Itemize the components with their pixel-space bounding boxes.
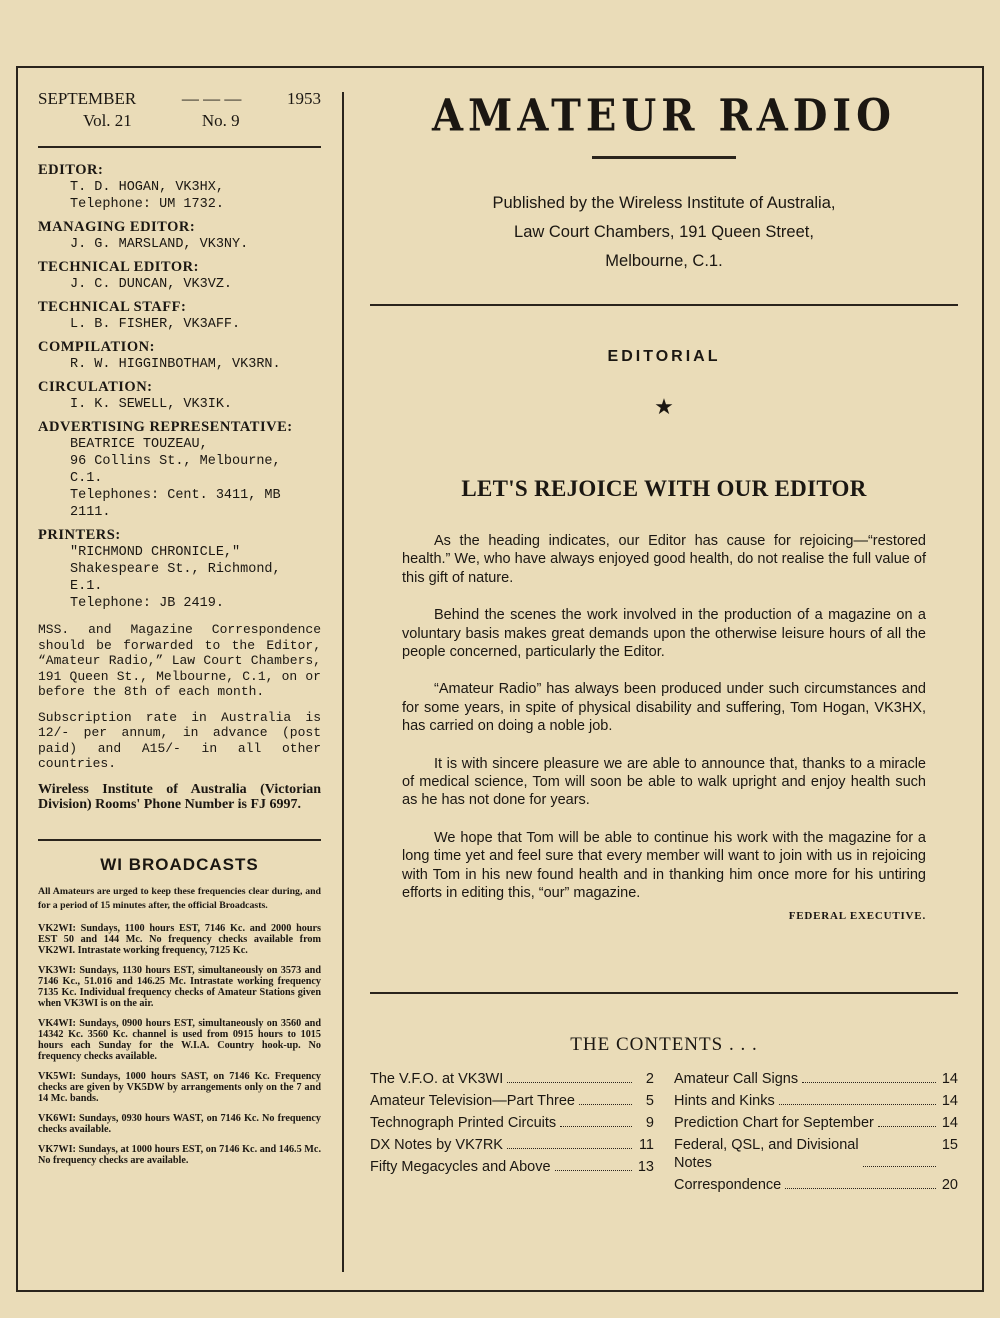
contents-item-title: Hints and Kinks: [674, 1092, 775, 1109]
broadcasts-intro: All Amateurs are urged to keep these frequencies clear during, and for a period of 15 minutes after, the official Broadcasts.: [38, 885, 321, 911]
leader-dots: [507, 1070, 632, 1083]
broadcasts-title: WI BROADCASTS: [100, 854, 259, 874]
contents-item: [674, 1114, 958, 1132]
contents-item-title: DX Notes by VK7RK: [370, 1136, 503, 1153]
contents-column-left: [370, 1070, 654, 1198]
publisher-line: Melbourne, C.1.: [605, 252, 723, 270]
staff-list: [38, 162, 321, 612]
leader-dots: [785, 1176, 936, 1189]
staff-person: L. B. FISHER, VK3AFF.: [70, 317, 241, 332]
contents-item-page: 14: [941, 1070, 958, 1087]
editorial-label: EDITORIAL: [607, 348, 721, 365]
staff-role: TECHNICAL STAFF:: [38, 299, 187, 315]
contents-item-title: Technograph Printed Circuits: [370, 1114, 557, 1131]
editorial-paragraph: Behind the scenes the work involved in the production of a magazine on a voluntary basis makes great demands upon the otherwise leisure hours of all the people concerned, particularly the Editor.: [402, 607, 926, 661]
issue-year: 1953: [287, 89, 321, 108]
staff-person: I. K. SEWELL, VK3IK.: [70, 397, 233, 412]
leader-dots: [507, 1136, 632, 1149]
contents-item-title: Prediction Chart for September: [674, 1114, 874, 1131]
issue-dashes: — — —: [181, 89, 242, 108]
broadcast-entry: VK2WI: Sundays, 1100 hours EST, 7146 Kc. and 2000 hours EST 50 and 144 Mc. No frequency checks available from VK2WI. Intrastate working frequency, 7125 Kc.: [38, 922, 321, 956]
left-column: [38, 88, 321, 1166]
contents-column-right: [674, 1070, 958, 1198]
contents-item-page: 2: [645, 1070, 654, 1087]
contents-item: [370, 1114, 654, 1132]
staff-role: TECHNICAL EDITOR:: [38, 259, 199, 275]
divider: [370, 992, 958, 994]
contents-title: THE CONTENTS . . .: [570, 1033, 758, 1055]
leader-dots: [779, 1092, 936, 1105]
editorial-headline: LET'S REJOICE WITH OUR EDITOR: [461, 476, 867, 501]
contents-item: [370, 1092, 654, 1110]
publisher-line: Published by the Wireless Institute of Australia,: [492, 194, 836, 212]
divider: [370, 304, 958, 306]
leader-dots: [560, 1114, 632, 1127]
leader-dots: [579, 1092, 632, 1105]
subscription-notice: Subscription rate in Australia is 12/- per annum, in advance (post paid) and A15/- in all other countries.: [38, 709, 321, 771]
staff-role: COMPILATION:: [38, 339, 155, 355]
broadcast-entry: VK4WI: Sundays, 0900 hours EST, simultaneously on 3560 and 14342 Kc. 3560 Kc. channel is used from 0915 hours to 1015 hours each Sunday for the W.I.A. Country hook-up. No frequency checks available.: [38, 1017, 321, 1062]
issue-volume: Vol. 21: [83, 111, 132, 130]
editorial-paragraph: As the heading indicates, our Editor has cause for rejoicing—“restored health.” We, who have always enjoyed good health, do not realise the full value of this gift of nature.: [402, 533, 926, 586]
broadcast-entry: VK5WI: Sundays, 1000 hours SAST, on 7146 Kc. Frequency checks are given by VK5DW by arrangements only on the 7 and 14 Mc. bands.: [38, 1070, 321, 1104]
staff-person: J. G. MARSLAND, VK3NY.: [70, 237, 249, 252]
contents-item-page: 11: [638, 1136, 654, 1153]
staff-person: BEATRICE TOUZEAU, 96 Collins St., Melbourne, C.1. Telephones: Cent. 3411, MB 2111.: [70, 437, 281, 520]
contents-item: [674, 1092, 958, 1110]
contents-item-page: 13: [637, 1158, 654, 1175]
contents-item-page: 5: [645, 1092, 654, 1109]
staff-role: EDITOR:: [38, 162, 104, 178]
issue-volume-row: [38, 110, 321, 132]
contents-item-title: Correspondence: [674, 1176, 782, 1193]
editorial-paragraph: We hope that Tom will be able to continue his work with the magazine for a long time yet and feel sure that every member will want to join with us in rejoicing with Tom in his new found health and in thanking him once more for his untiring efforts in editing this, “our” magazine.: [402, 829, 926, 902]
broadcast-entry: VK3WI: Sundays, 1130 hours EST, simultaneously on 3573 and 7146 Kc., 51.016 and 146.25 Mc. Intrastate working frequency 7135 Kc. Individual frequency checks of Amateur Stations given when VK3WI is on the air.: [38, 964, 321, 1009]
contents-item-title: Federal, QSL, and Divisional Notes: [674, 1136, 859, 1171]
contents-item-title: The V.F.O. at VK3WI: [370, 1070, 504, 1087]
contents-item-title: Amateur Call Signs: [674, 1070, 799, 1087]
issue-month: SEPTEMBER: [38, 89, 137, 108]
masthead-title: AMATEUR RADIO: [432, 89, 896, 142]
contents-item: [370, 1158, 654, 1176]
broadcast-entry: VK7WI: Sundays, at 1000 hours EST, on 7146 Kc. and 146.5 Mc. No frequency checks are available.: [38, 1143, 321, 1166]
masthead-rule: [592, 156, 736, 159]
leader-dots: [863, 1136, 936, 1167]
contents-item-page: 9: [645, 1114, 654, 1131]
staff-person: R. W. HIGGINBOTHAM, VK3RN.: [70, 357, 281, 372]
rooms-phone-notice: Wireless Institute of Australia (Victorian Division) Rooms' Phone Number is FJ 6997.: [38, 781, 321, 812]
contents-item-page: 14: [941, 1114, 958, 1131]
contents-item-title: Fifty Megacycles and Above: [370, 1158, 551, 1175]
contents-item: [370, 1070, 654, 1088]
staff-role: PRINTERS:: [38, 527, 121, 543]
staff-role: CIRCULATION:: [38, 379, 153, 395]
contents-item-page: 14: [941, 1092, 958, 1109]
contents-item: [370, 1136, 654, 1154]
column-divider: [342, 92, 344, 1272]
star-icon: ★: [654, 394, 674, 419]
publisher-info: [370, 189, 958, 276]
editorial-body: [370, 532, 958, 903]
contents-item-title: Amateur Television—Part Three: [370, 1092, 575, 1109]
divider: [38, 839, 321, 841]
leader-dots: [878, 1114, 936, 1127]
contents-item-page: 20: [941, 1176, 958, 1193]
contents-item: [674, 1176, 958, 1194]
staff-person: T. D. HOGAN, VK3HX, Telephone: UM 1732.: [70, 180, 224, 212]
contents-item: [674, 1070, 958, 1088]
leader-dots: [802, 1070, 936, 1083]
leader-dots: [555, 1158, 632, 1171]
issue-date-row: [38, 88, 321, 110]
staff-person: J. C. DUNCAN, VK3VZ.: [70, 277, 233, 292]
correspondence-notice: MSS. and Magazine Correspondence should be forwarded to the Editor, “Amateur Radio,” Law Court Chambers, 191 Queen St., Melbourne, C.1, on or before the 8th of each month.: [38, 622, 321, 699]
editorial-paragraph: It is with sincere pleasure we are able to announce that, thanks to a miracle of medical science, Tom will soon be able to walk upright and enjoy health such as he has not done for years.: [402, 755, 926, 809]
broadcast-entry: VK6WI: Sundays, 0930 hours WAST, on 7146 Kc. No frequency checks available.: [38, 1112, 321, 1135]
issue-number: No. 9: [201, 111, 240, 130]
contents-item: [674, 1136, 958, 1172]
staff-role: MANAGING EDITOR:: [38, 219, 196, 235]
contents-list: [370, 1070, 958, 1198]
right-column: [370, 88, 958, 1198]
editorial-signoff: FEDERAL EXECUTIVE.: [788, 909, 926, 922]
contents-item-page: 15: [941, 1136, 958, 1153]
divider: [38, 146, 321, 148]
staff-role: ADVERTISING REPRESENTATIVE:: [38, 419, 293, 435]
staff-person: "RICHMOND CHRONICLE," Shakespeare St., Richmond, E.1. Telephone: JB 2419.: [70, 545, 281, 611]
editorial-paragraph: “Amateur Radio” has always been produced under such circumstances and for some years, in spite of physical disability and suffering, Tom Hogan, VK3HX, has carried on doing a noble job.: [402, 681, 926, 735]
publisher-line: Law Court Chambers, 191 Queen Street,: [514, 223, 814, 241]
